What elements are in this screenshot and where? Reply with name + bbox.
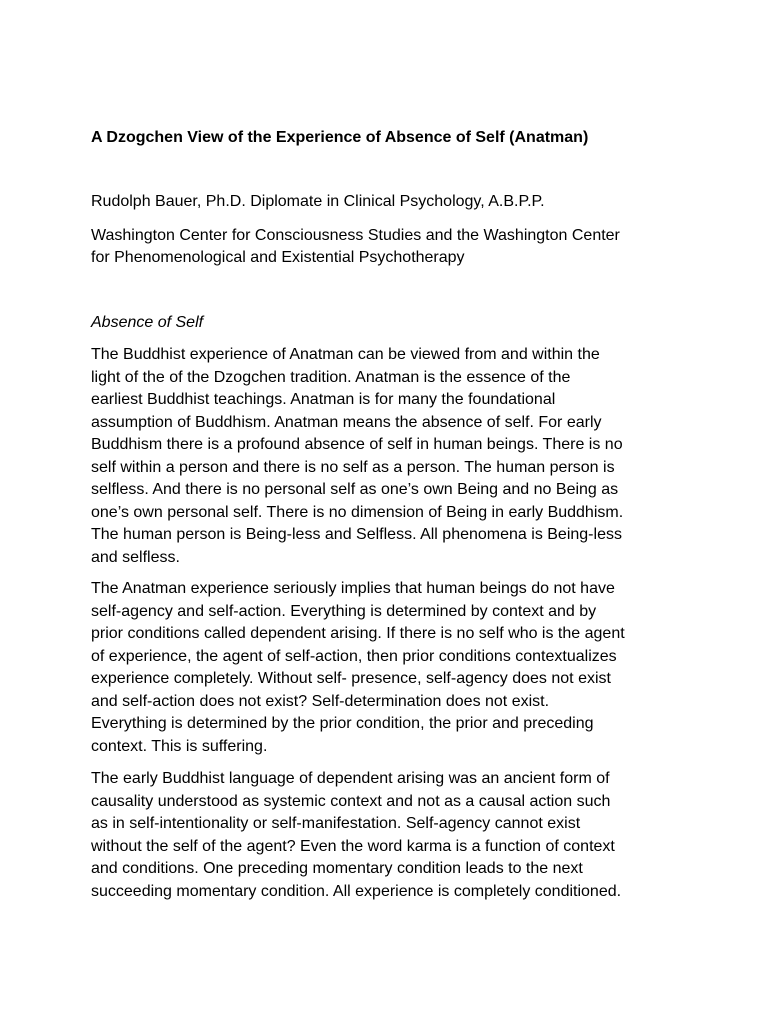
paragraph-line: experience completely. Without self- presence, self-agency does not exist (91, 670, 611, 687)
section-heading: Absence of Self (91, 314, 204, 331)
paragraph-line: self-agency and self-action. Everything is determined by context and by (91, 602, 597, 620)
affiliation-line: for Phenomenological and Existential Psychotherapy (91, 249, 465, 266)
paragraph-line: and self-action does not exist? Self-determination does not exist. (91, 692, 550, 710)
affiliation-line: Washington Center for Consciousness Studies and the Washington Center (91, 227, 620, 244)
paragraph-line: selfless. And there is no personal self as one’s own Being and no Being as (91, 481, 619, 498)
paragraph-line: and conditions. One preceding momentary condition leads to the next (91, 860, 583, 877)
paragraph-line: self within a person and there is no self as a person. The human person is (91, 458, 615, 476)
paragraph-line: of experience, the agent of self-action, then prior conditions contextualizes (91, 647, 617, 665)
paragraph-line: as in self-intentionality or self-manifestation. Self-agency cannot exist (91, 815, 581, 832)
paragraph-3 (91, 768, 691, 903)
paragraph-line: context. This is suffering. (91, 737, 268, 755)
paragraph-line: Everything is determined by the prior condition, the prior and preceding (91, 715, 594, 732)
paragraph-line: earliest Buddhist teachings. Anatman is for many the foundational (91, 391, 556, 408)
paragraph-line: light of the of the Dzogchen tradition. Anatman is the essence of the (91, 368, 571, 386)
paragraph-line: succeeding momentary condition. All experience is completely conditioned. (91, 882, 622, 900)
paragraph-2 (91, 578, 691, 758)
paragraph-line: The human person is Being-less and Selfless. All phenomena is Being-less (91, 526, 622, 543)
document-title: A Dzogchen View of the Experience of Absence of Self (Anatman) (91, 129, 589, 146)
paragraph-line: and selfless. (91, 548, 180, 566)
paragraph-line: assumption of Buddhism. Anatman means the absence of self. For early (91, 413, 602, 431)
paragraph-line: The Anatman experience seriously implies that human beings do not have (91, 580, 615, 597)
paragraph-line: Buddhism there is a profound absence of self in human beings. There is no (91, 436, 623, 453)
paragraph-1 (91, 344, 691, 569)
paragraph-line: The Buddhist experience of Anatman can be viewed from and within the (91, 346, 600, 363)
paragraph-line: without the self of the agent? Even the word karma is a function of context (91, 837, 615, 855)
paragraph-line: one’s own personal self. There is no dimension of Being in early Buddhism. (91, 503, 624, 521)
affiliation (91, 225, 691, 269)
author-line: Rudolph Bauer, Ph.D. Diplomate in Clinical Psychology, A.B.P.P. (91, 193, 545, 210)
paragraph-line: The early Buddhist language of dependent arising was an ancient form of (91, 770, 610, 787)
paragraph-line: prior conditions called dependent arising. If there is no self who is the agent (91, 625, 625, 642)
paragraph-line: causality understood as systemic context and not as a causal action such (91, 792, 611, 810)
